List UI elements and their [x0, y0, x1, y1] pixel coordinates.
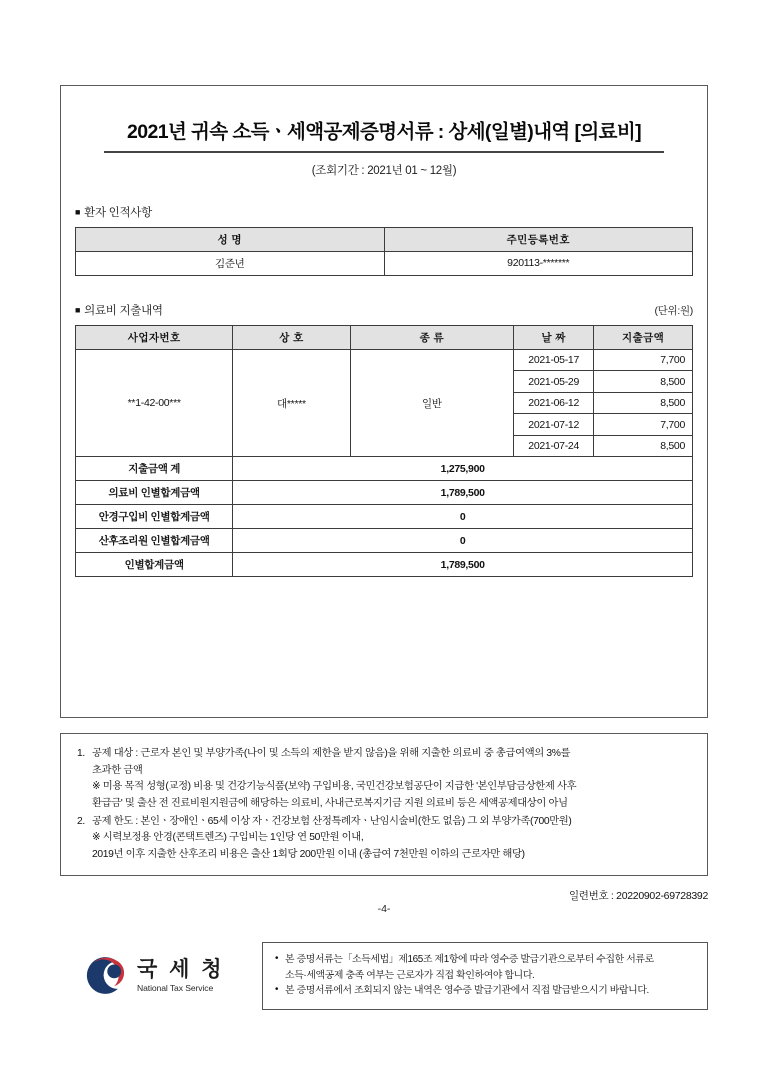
note-number: 2. — [77, 815, 85, 827]
cell-amount: 7,700 — [594, 414, 693, 436]
summary-row — [76, 457, 693, 481]
summary-label-glasses-total: 안경구입비 인별합계금액 — [76, 505, 233, 529]
cell-amount: 8,500 — [594, 392, 693, 414]
footer-notice-box — [262, 942, 708, 1010]
document-body-box — [60, 85, 708, 718]
note-item-1 — [77, 746, 691, 813]
notice-line: 본 증명서류에서 조회되지 않는 내역은 영수증 발급기관에서 직접 발급받으시기 바랍니다. — [285, 985, 649, 997]
summary-row — [76, 481, 693, 505]
cell-trade-name: 대***** — [233, 349, 350, 457]
summary-label-postpartum-total: 산후조리원 인별합계금액 — [76, 529, 233, 553]
summary-row — [76, 553, 693, 577]
cell-amount: 8,500 — [594, 371, 693, 393]
summary-value-person-total: 1,789,500 — [233, 553, 693, 577]
nts-name-english: National Tax Service — [137, 983, 214, 994]
cell-patient-name: 김준년 — [76, 251, 385, 275]
expense-section-label: 의료비 지출내역 — [84, 304, 163, 317]
cell-date: 2021-05-29 — [514, 371, 594, 393]
patient-info-table — [75, 227, 693, 276]
note-line: 초과한 금액 — [92, 764, 143, 776]
note-line: ※ 미용 목적 성형(교정) 비용 및 건강기능식품(보약) 구입비용, 국민건강보험공단이 지급한 '본인부담금상한제 사후 — [92, 781, 577, 793]
footer — [60, 935, 708, 1017]
note-line: 공제 대상 : 근로자 본인 및 부양가족(나이 및 소득의 제한을 받지 않음)을 위해 지출한 의료비 중 총급여액의 3%를 — [92, 748, 571, 759]
summary-value-glasses-total: 0 — [233, 505, 693, 529]
note-item-2 — [77, 814, 691, 864]
note-line: ※ 시력보정용 안경(콘택트렌즈) 구입비는 1인당 연 50만원 이내, — [92, 832, 364, 844]
deduction-notes-box — [60, 733, 708, 876]
note-line: 공제 한도 : 본인ㆍ장애인ㆍ65세 이상 자ㆍ건강보험 산정특례자ㆍ난임시술비(한도 없음) 그 외 부양가족(700만원) — [92, 815, 572, 827]
title-underline — [104, 151, 664, 153]
cell-business-no: **1-42-00*** — [76, 349, 233, 457]
note-line: 환급금' 및 출산 전 진료비원지원금에 해당하는 의료비, 사내근로복지기금 지원 의료비 등은 세액공제대상이 아님 — [92, 798, 568, 810]
table-header-row — [76, 227, 693, 251]
column-header-resident-id: 주민등록번호 — [384, 227, 693, 251]
column-header-type: 종 류 — [350, 325, 514, 349]
table-header-row — [76, 325, 693, 349]
table-row — [76, 349, 693, 371]
cell-type: 일반 — [350, 349, 514, 457]
serial-number: 일련번호 : 20220902-69728392 — [568, 890, 708, 902]
cell-date: 2021-06-12 — [514, 392, 594, 414]
nts-taegeuk-icon — [82, 953, 128, 999]
page-title: 2021년 귀속 소득ㆍ세액공제증명서류 : 상세(일별)내역 [의료비] — [127, 121, 641, 143]
table-row — [76, 251, 693, 275]
summary-row — [76, 529, 693, 553]
currency-unit-label: (단위:원) — [654, 304, 693, 317]
bullet-dot-icon: • — [275, 984, 279, 996]
notice-line: 본 증명서류는「소득세법」제165조 제1항에 따라 영수증 발급기관으로부터 수집한 서류로 — [285, 954, 654, 965]
bullet-square-icon: ■ — [75, 304, 81, 315]
summary-value-total-spent: 1,275,900 — [233, 457, 693, 481]
nts-name-korean: 국 세 청 — [137, 958, 225, 982]
title-block — [75, 120, 693, 153]
summary-value-postpartum-total: 0 — [233, 529, 693, 553]
cell-date: 2021-07-24 — [514, 435, 594, 457]
patient-section-label: 환자 인적사항 — [84, 206, 152, 219]
notice-item — [275, 983, 695, 999]
note-number: 1. — [77, 748, 85, 759]
expense-section-heading — [75, 302, 693, 318]
column-header-business-no: 사업자번호 — [76, 325, 233, 349]
bullet-square-icon: ■ — [75, 206, 81, 217]
patient-section-heading — [75, 204, 693, 220]
nts-logo — [60, 953, 256, 999]
note-line: 2019년 이후 지출한 산후조리 비용은 출산 1회당 200만원 이내 (총급여 7천만원 이하의 근로자만 해당) — [92, 849, 525, 861]
summary-label-total-spent: 지출금액 계 — [76, 457, 233, 481]
nts-logo-text — [137, 959, 225, 993]
page-number: -4- — [377, 903, 391, 915]
cell-amount: 7,700 — [594, 349, 693, 371]
column-header-name: 성 명 — [76, 227, 385, 251]
column-header-amount: 지출금액 — [594, 325, 693, 349]
nts-taegeuk-svg — [82, 953, 128, 999]
summary-label-medical-total: 의료비 인별합계금액 — [76, 481, 233, 505]
cell-amount: 8,500 — [594, 435, 693, 457]
cell-patient-resident-id: 920113-******* — [384, 251, 693, 275]
summary-value-medical-total: 1,789,500 — [233, 481, 693, 505]
bullet-dot-icon: • — [275, 953, 279, 964]
medical-expense-table — [75, 325, 693, 578]
cell-date: 2021-07-12 — [514, 414, 594, 436]
cell-date: 2021-05-17 — [514, 349, 594, 371]
summary-row — [76, 505, 693, 529]
notice-line: 소득·세액공제 충족 여부는 근로자가 직접 확인하여야 합니다. — [285, 969, 535, 981]
document-subtitle: (조회기간 : 2021년 01 ~ 12월) — [311, 164, 457, 177]
column-header-trade-name: 상 호 — [233, 325, 350, 349]
column-header-date: 날 짜 — [514, 325, 594, 349]
notice-item — [275, 952, 695, 983]
summary-label-person-total: 인별합계금액 — [76, 553, 233, 577]
